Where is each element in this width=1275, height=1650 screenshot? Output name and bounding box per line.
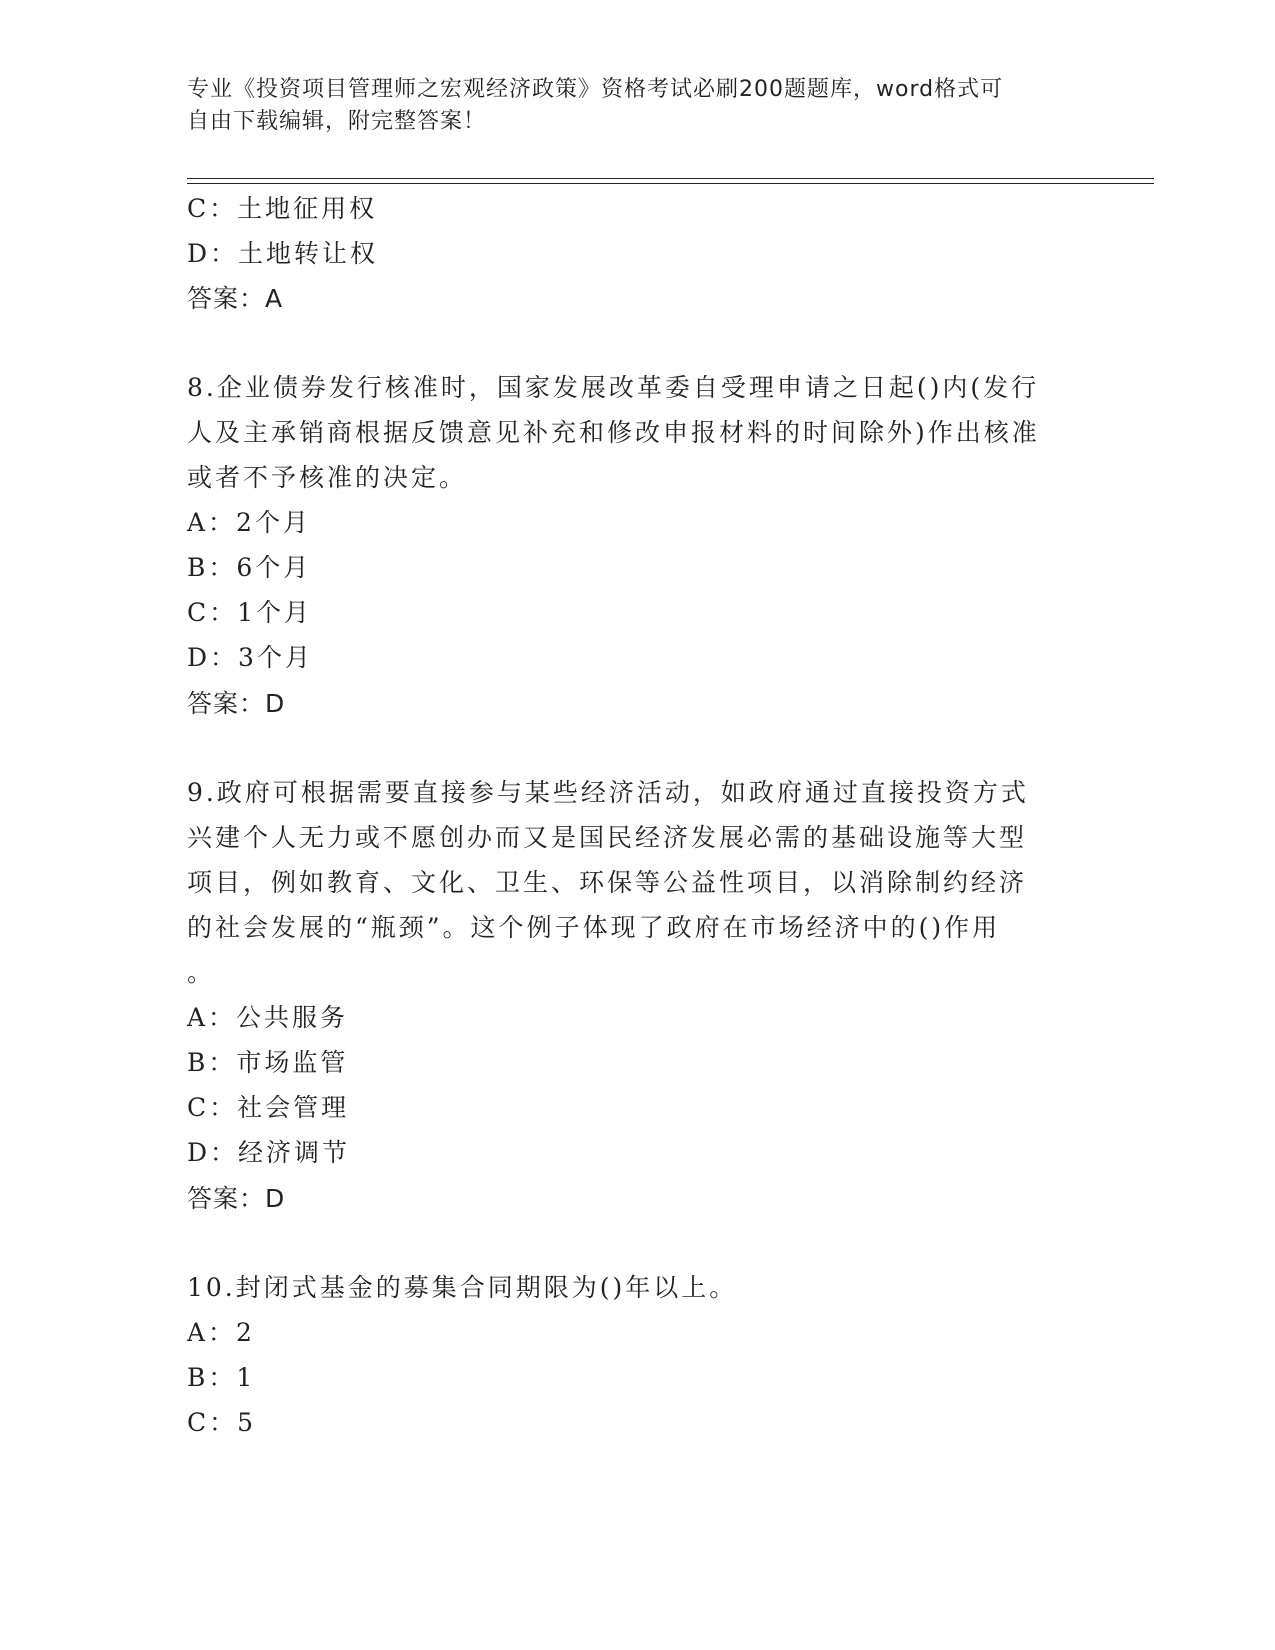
- q9-answer: 答案：D: [187, 1184, 286, 1213]
- header-line-2: 自由下载编辑，附完整答案！: [187, 109, 487, 134]
- prev-option-c: C：土地征用权: [187, 194, 378, 223]
- q8-option-d: D：3个月: [187, 643, 313, 672]
- header-rule-top: [187, 178, 1154, 179]
- q8-option-c: C：1个月: [187, 598, 313, 627]
- prev-option-d: D：土地转让权: [187, 239, 379, 268]
- q9-option-c: C：社会管理: [187, 1093, 350, 1122]
- q10-option-c: C：5: [187, 1408, 257, 1437]
- q9-text-line-4: 的社会发展的“瓶颈”。这个例子体现了政府在市场经济中的()作用: [187, 913, 1001, 942]
- q8-option-b: B：6个月: [187, 553, 312, 582]
- q8-text-line-2: 人及主承销商根据反馈意见补充和修改申报材料的时间除外)作出核准: [187, 418, 1040, 447]
- q10-option-b: B：1: [187, 1363, 256, 1392]
- q9-text-line-1: 9.政府可根据需要直接参与某些经济活动，如政府通过直接投资方式: [187, 778, 1029, 807]
- q10-option-a: A：2: [187, 1318, 255, 1347]
- prev-answer: 答案：A: [187, 284, 284, 313]
- q9-text-line-3: 项目，例如教育、文化、卫生、环保等公益性项目，以消除制约经济: [187, 868, 1028, 897]
- q9-option-b: B：市场监管: [187, 1048, 349, 1077]
- header-rule-bottom: [187, 183, 1154, 184]
- q8-option-a: A：2个月: [187, 508, 311, 537]
- q10-text-line-1: 10.封闭式基金的募集合同期限为()年以上。: [187, 1273, 738, 1302]
- q9-option-d: D：经济调节: [187, 1138, 351, 1167]
- document-header: [187, 74, 1067, 138]
- q8-text-line-3: 或者不予核准的决定。: [187, 463, 468, 492]
- q9-text-line-5: 。: [187, 958, 216, 987]
- q8-text-line-1: 8.企业债券发行核准时，国家发展改革委自受理申请之日起()内(发行: [187, 373, 1040, 402]
- q9-text-line-2: 兴建个人无力或不愿创办而又是国民经济发展必需的基础设施等大型: [187, 823, 1028, 852]
- q9-option-a: A：公共服务: [187, 1003, 349, 1032]
- header-line-1: 专业《投资项目管理师之宏观经济政策》资格考试必刷200题题库，word格式可: [187, 77, 1004, 102]
- q8-answer: 答案：D: [187, 689, 286, 718]
